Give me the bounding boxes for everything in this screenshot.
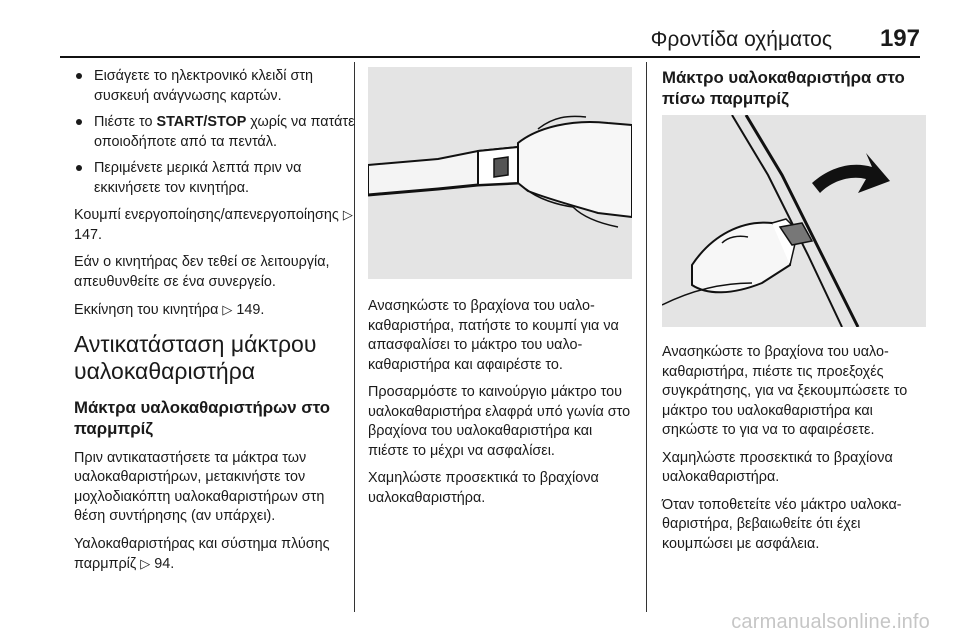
- section-heading: Αντικατάσταση μάκτρου υαλοκαθαριστήρα: [74, 330, 317, 384]
- paragraph: Όταν τοποθετείτε νέο μάκτρο υαλοκαθαριστήρα, βεβαιωθείτε ότι έχει κουμπώσει με ασφάλεια.: [662, 496, 902, 552]
- rear-wiper-heading: Μάκτρο υαλοκαθαριστήρα στο πίσω παρμπρίζ: [662, 68, 905, 108]
- wiper-blade-illustration: [368, 67, 632, 279]
- start-stop-label: START/STOP: [156, 114, 247, 130]
- paragraph: Εάν ο κινητήρας δεν τεθεί σε λειτουργία, απευθυνθείτε σε ένα συνεργείο.: [74, 254, 330, 290]
- paragraph: Χαμηλώστε προσεκτικά το βραχίονα υαλοκαθαριστήρα.: [368, 470, 599, 506]
- paragraph: Υαλοκαθαριστήρας και σύστημα πλύσης παρμπρίζ ▷ 94.: [74, 535, 330, 572]
- page-reference-link[interactable]: 149.: [236, 302, 265, 318]
- watermark: carmanualsonline.info: [731, 611, 930, 633]
- middle-column: [368, 297, 634, 516]
- reference-arrow-icon: ▷: [140, 556, 151, 571]
- reference-arrow-icon: ▷: [342, 207, 353, 222]
- paragraph: Πριν αντικαταστήσετε τα μάκτρα των υαλοκαθαριστήρων, μετακινήστε τον μοχλοδιακόπτη υαλοκαθαριστήρων στη θέση συντήρησης (αν υπάρχει).: [74, 449, 325, 524]
- paragraph: Χαμηλώστε προσεκτικά το βραχίονα υαλοκαθαριστήρα.: [662, 449, 893, 485]
- page-header: [60, 22, 920, 58]
- paragraph: Προσαρμόστε το καινούργιο μάκτρο του υαλοκαθαριστήρα ελαφρά υπό γωνία στο βραχίονα του υαλοκαθαριστήρα και πιέστε το μέχρι να ασφαλίσει.: [368, 384, 631, 459]
- bullet-list: [74, 67, 356, 198]
- left-column: [74, 67, 356, 583]
- paragraph: Εκκίνηση του κινητήρα ▷ 149.: [74, 302, 265, 318]
- paragraph: Κουμπί ενεργοποίησης/απενεργοποίησης ▷ 147.: [74, 207, 353, 243]
- section-title: Φροντίδα οχήματος: [650, 28, 832, 51]
- paragraph: Ανασηκώστε το βραχίονα του υαλοκαθαριστήρα, πιέστε τις προεξοχές συγκράτησης, για να ξεκουμπώσετε το μάκτρο του υαλοκαθαριστήρα και σηκώστε το για να το αφαιρέσετε.: [662, 344, 908, 438]
- page-reference-link[interactable]: 147.: [74, 226, 103, 243]
- reference-arrow-icon: ▷: [222, 302, 233, 317]
- page-number: 197: [879, 25, 920, 52]
- list-item: Περιμένετε μερικά λεπτά πριν να εκκινήσετε τον κινητήρα.: [74, 159, 356, 198]
- page-reference-link[interactable]: 94.: [154, 556, 175, 572]
- paragraph: Ανασηκώστε το βραχίονα του υαλοκαθαριστήρα, πατήστε το κουμπί για να απασφαλίσει το μάκτρο του υαλοκαθαριστήρα και αφαιρέστε το.: [368, 298, 619, 373]
- list-item: Πιέστε το START/STOP χωρίς να πατάτε οποιοδήποτε από τα πεντάλ.: [74, 113, 356, 152]
- subsection-heading: Μάκτρα υαλοκαθαριστήρων στο παρμπρίζ: [74, 397, 331, 438]
- rear-wiper-illustration: [662, 115, 926, 327]
- list-item: Εισάγετε το ηλεκτρονικό κλειδί στη συσκευή ανάγνωσης καρτών.: [74, 67, 356, 106]
- column-divider: [646, 62, 647, 612]
- right-column: [662, 343, 930, 562]
